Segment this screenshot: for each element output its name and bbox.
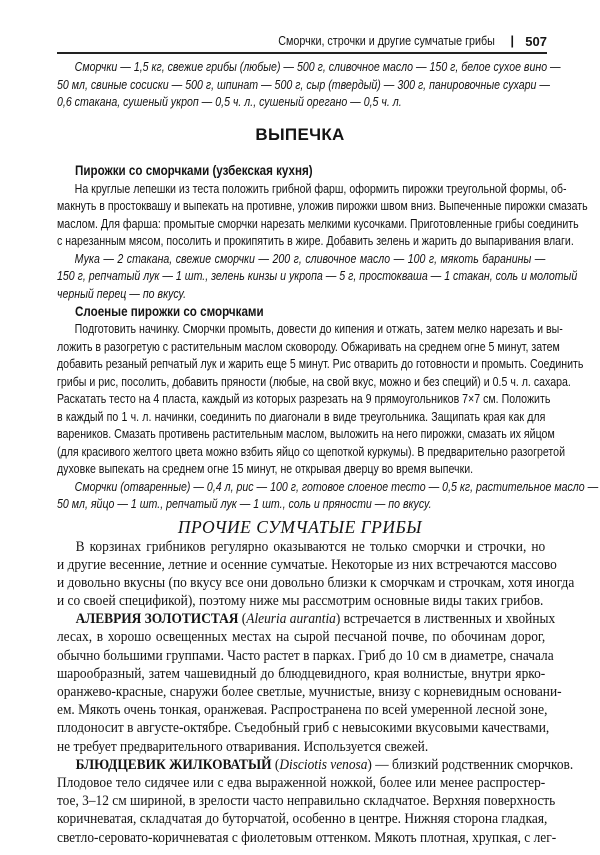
recipe-ingredients xyxy=(57,251,578,304)
species-name: БЛЮДЦЕВИК ЖИЛКОВАТЫЙ xyxy=(75,756,272,773)
running-header xyxy=(57,34,547,52)
text-line: 0,6 стакана, сушеный укроп — 0,5 ч. л., сушеный орегано — 0,5 ч. л. xyxy=(57,95,402,109)
latin-name: Disciotis venosa xyxy=(279,756,368,773)
text-line: Мука — 2 стакана, свежие сморчки — 200 г, сливочное масло — 100 г, мякоть баранины — xyxy=(74,251,546,266)
text-line: 150 г, репчатый лук — 1 шт., зелень кинзы и укропа — 5 г, простокваша — 1 стакан, соль и молотый xyxy=(57,269,578,283)
page-body xyxy=(0,59,600,847)
header-rule xyxy=(57,52,547,54)
text-fragment: — близкий родственник сморчков. xyxy=(375,756,574,773)
text-line: Сморчки — 1,5 кг, свежие грибы (любые) — 500 г, сливочное масло — 150 г, белое сухое вино — xyxy=(74,60,561,74)
text-line: и довольно вкусны (по вкусу все они довольно близки к сморчкам и строчкам, хотя иногда xyxy=(57,574,575,591)
text-line: маслом. Для фарша: промытые сморчки нарезать мелкими кусочками. Приготовленные грибы соединить xyxy=(57,216,579,231)
text-line: (для красивого желтого цвета можно взбить яйцо со щепоткой куркумы). В предварительно разогретой xyxy=(57,444,566,459)
text-line: ложить в разогретую с растительным маслом сковороду. Обжаривать на среднем огне 5 минут, затем xyxy=(57,339,560,354)
text-line: Раскатать тесто на 4 пласта, каждый из которых разрезать на 9 прямоугольников 7×7 см. Положить xyxy=(57,392,551,406)
section-title-other: ПРОЧИЕ СУМЧАТЫЕ ГРИБЫ xyxy=(177,516,423,537)
text-line: добавить резаный репчатый лук и жарить еще 5 минут. Рис отварить до готовности и промыть. Соединить xyxy=(57,357,584,371)
text-line: 50 мл, свиные сосиски — 500 г, шпинат — 500 г, сыр (твердый) — 300 г, панировочные сухари — xyxy=(57,77,550,92)
text-line: духовке выпекать на среднем огне 15 минут, не открывая дверцу во время выпечки. xyxy=(57,462,474,476)
text-line: черный перец — по вкусу. xyxy=(57,286,187,301)
text-line: обычно большими группами. Часто растет в парках. Гриб до 10 см в диаметре, сначала xyxy=(57,647,554,664)
text-line: АЛЕВРИЯ ЗОЛОТИСТАЯ (Aleuria aurantia) встречается в лиственных и хвойных xyxy=(75,611,556,628)
text-line: грибы и рис, посолить, добавить пряности (любые, на свой вкус, можно и без специй) и 0.5 ч. л. сахара. xyxy=(57,374,571,389)
text-line: Подготовить начинку. Сморчки промыть, довести до кипения и отжать, затем мелко нарезать и вы- xyxy=(74,322,563,336)
text-fragment: встречается в лиственных и хвойных xyxy=(343,611,556,628)
species-name: АЛЕВРИЯ ЗОЛОТИСТАЯ xyxy=(75,611,239,628)
text-line: тое, 3–12 см шириной, в зрелости часто неправильно складчатое. Верхняя поверхность xyxy=(57,793,556,810)
text-line: На круглые лепешки из теста положить грибной фарш, оформить пирожки треугольной формы, об- xyxy=(74,181,567,196)
recipe-ingredients xyxy=(57,479,599,514)
text-line: Плодовое тело сидячее или с едва выраженной ножкой, более или менее распростер- xyxy=(57,774,546,791)
species-disciotis xyxy=(57,756,574,847)
recipe-title: Пирожки со сморчками (узбекская кухня) xyxy=(75,162,313,178)
text-line: плодоносит в августе-октябре. Съедобный гриб с невысокими вкусовыми качествами, xyxy=(57,720,550,737)
text-line: В корзинах грибников регулярно оказываются не только сморчки и строчки, но xyxy=(75,538,546,555)
text-line: не требует предварительного отваривания. Используется свежей. xyxy=(57,738,429,755)
latin-name: Aleuria aurantia xyxy=(246,611,336,628)
section-title-baking: ВЫПЕЧКА xyxy=(255,124,345,144)
species-aleuria xyxy=(57,610,562,756)
intro-paragraph xyxy=(57,538,575,611)
text-line: ем. Мякоть очень тонкая, оранжевая. Распространена по всей умеренной лесной зоне, xyxy=(57,702,548,719)
header-separator: | xyxy=(510,34,514,48)
text-line: макнуть в простоквашу и выпекать на противне, уложив пирожки швом вниз. Выпеченные пирожки смазать xyxy=(57,199,588,213)
text-line: 50 мл, яйцо — 1 шт., репчатый лук — 1 шт., соль и пряности — по вкусу. xyxy=(57,497,432,511)
recipe-title: Слоеные пирожки со сморчками xyxy=(75,304,264,319)
recipe-text xyxy=(57,181,588,251)
text-line: шарообразный, затем чашевидный до блюдцевидного, края волнистые, внутри ярко- xyxy=(57,665,546,682)
text-line: и со своей спецификой), поэтому ниже мы рассмотрим основные виды таких грибов. xyxy=(57,593,544,610)
top-ingredients xyxy=(57,59,561,112)
page-number: 507 xyxy=(525,34,547,49)
text-line: коричневатая, складчатая до буторчатой, особенно в центре. Нижняя сторона гладкая, xyxy=(57,811,548,828)
text-line: БЛЮДЦЕВИК ЖИЛКОВАТЫЙ (Disciotis venosa) — близкий родственник сморчков. xyxy=(75,756,574,773)
text-line: Сморчки (отваренные) — 0,4 л, рис — 100 г, готовое слоеное тесто — 0,5 кг, растительное масло — xyxy=(74,479,599,494)
text-line: лесах, в хорошо освещенных местах на сырой песчаной почве, по обочинам дорог, xyxy=(57,629,546,646)
text-line: и другие весенние, летние и осенние сумчатые. Некоторые из них встречаются массово xyxy=(57,556,557,573)
running-header-title: Сморчки, строчки и другие сумчатые грибы xyxy=(278,34,495,48)
text-line: с нарезанным мясом, посолить и прокипятить в жире. Добавить зелень и жарить до выпаривания влаги. xyxy=(57,234,574,248)
recipe-text xyxy=(57,321,584,479)
text-line: вареников. Смазать противень растительным маслом, выложить на него пирожки, смазать их яйцом xyxy=(57,427,555,441)
text-line: в каждый по 1 ч. л. начинки, соединить по диагонали в виде треугольника. Защипать края как для xyxy=(57,409,546,424)
text-line: светло-серовато-коричневатая с фиолетовым оттенком. Мякоть плотная, хрупкая, с лег- xyxy=(57,829,557,846)
text-line: оранжево-красные, снаружи более светлые, мучнистые, внизу с корневидным основани- xyxy=(57,684,562,700)
